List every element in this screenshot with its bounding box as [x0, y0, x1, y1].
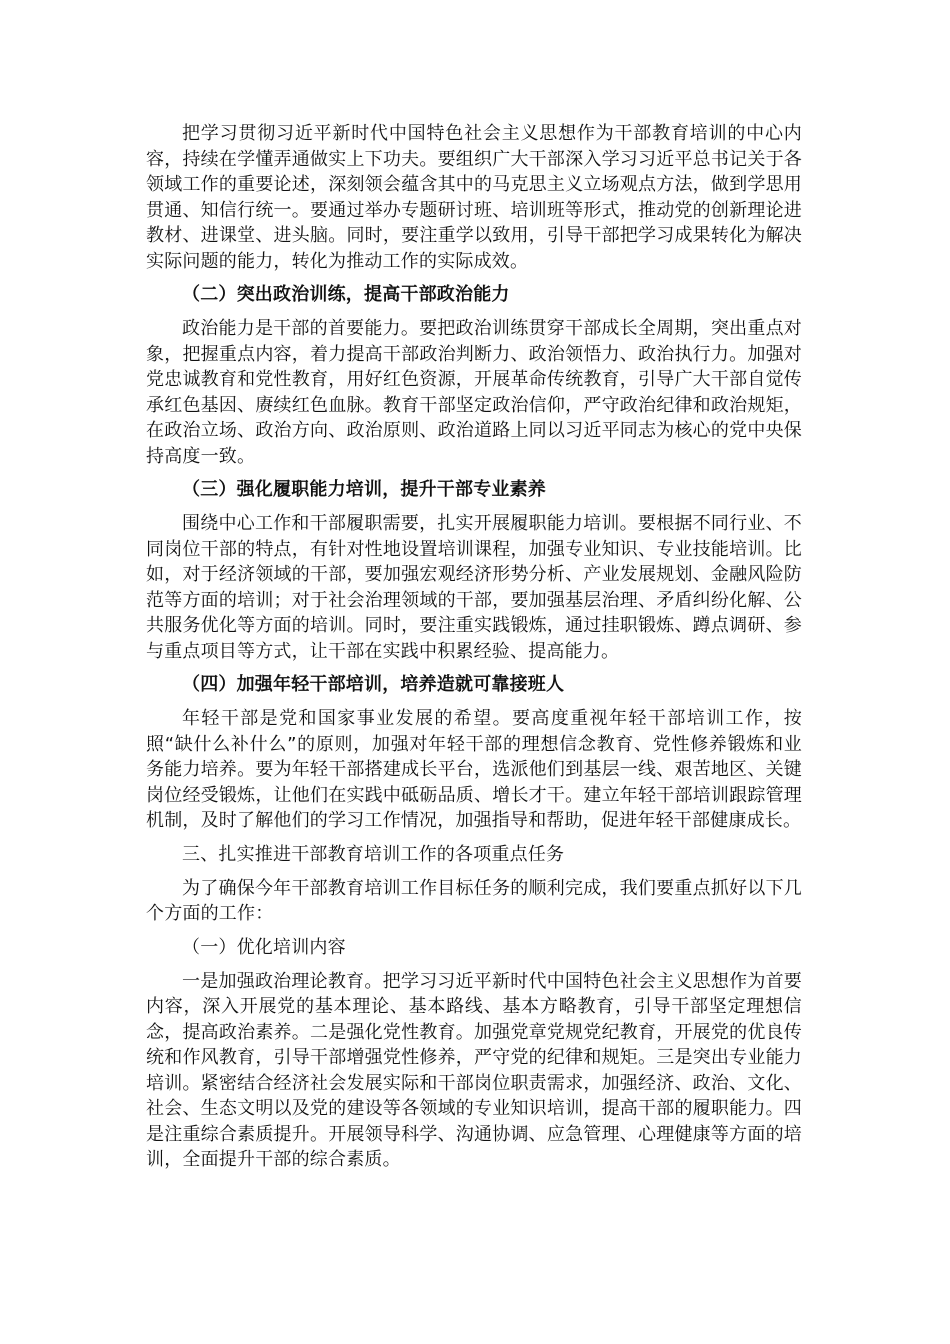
section-heading-duty-ability: （三）强化履职能力培训，提升干部专业素养 — [182, 479, 546, 500]
section-heading-optimize-content: （一）优化培训内容 — [182, 936, 346, 958]
paragraph-intro: 把学习贯彻习近平新时代中国特色社会主义思想作为干部教育培训的中心内容，持续在学懂弄通做实上下功夫。要组织广大干部深入学习习近平总书记关于各领域工作的重要论述，深刻领会蕴含其中的马克思主义立场观点方法，做到学思用贯通、知信行统一。要通过举办专题研讨班、培训班等形式，推动党的创新理论进教材、进课堂、进头脑。同时，要注重学以致用，引导干部把学习成果转化为解决实际问题的能力，转化为推动工作的实际成效。 — [146, 123, 802, 272]
section-heading-political-training: （二）突出政治训练，提高干部政治能力 — [182, 284, 510, 305]
section-heading-young-cadres: （四）加强年轻干部培训，培养造就可靠接班人 — [182, 674, 565, 695]
paragraph-optimize-content: 一是加强政治理论教育。把学习习近平新时代中国特色社会主义思想作为首要内容，深入开展党的基本理论、基本路线、基本方略教育，引导干部坚定理想信念，提高政治素养。二是强化党性教育。加强党章党规党纪教育，开展党的优良传统和作风教育，引导干部增强党性修养，严守党的纪律和规矩。三是突出专业能力培训。紧密结合经济社会发展实际和干部岗位职责需求，加强经济、政治、文化、社会、生态文明以及党的建设等各领域的专业知识培训，提高干部的履职能力。四是注重综合素质提升。开展领导科学、沟通协调、应急管理、心理健康等方面的培训，全面提升干部的综合素质。 — [146, 970, 802, 1170]
document-page — [146, 121, 802, 1180]
paragraph-political-ability: 政治能力是干部的首要能力。要把政治训练贯穿干部成长全周期，突出重点对象，把握重点内容，着力提高干部政治判断力、政治领悟力、政治执行力。加强对党忠诚教育和党性教育，用好红色资源，开展革命传统教育，引导广大干部自觉传承红色基因、赓续红色血脉。教育干部坚定政治信仰，严守政治纪律和政治规矩，在政治立场、政治方向、政治原则、政治道路上同以习近平同志为核心的党中央保持高度一致。 — [146, 318, 802, 467]
section-heading-key-tasks: 三、扎实推进干部教育培训工作的各项重点任务 — [182, 843, 565, 865]
paragraph-young-cadres: 年轻干部是党和国家事业发展的希望。要高度重视年轻干部培训工作，按照“缺什么补什么”的原则，加强对年轻干部的理想信念教育、党性修养锻炼和业务能力培养。要为年轻干部搭建成长平台，选派他们到基层一线、艰苦地区、关键岗位经受锻炼，让他们在实践中砥砺品质、增长才干。建立年轻干部培训跟踪管理机制，及时了解他们的学习工作情况，加强指导和帮助，促进年轻干部健康成长。 — [146, 708, 802, 831]
paragraph-key-tasks-intro: 为了确保今年干部教育培训工作目标任务的顺利完成，我们要重点抓好以下几个方面的工作： — [146, 877, 802, 924]
paragraph-duty-training: 围绕中心工作和干部履职需要，扎实开展履职能力培训。要根据不同行业、不同岗位干部的特点，有针对性地设置培训课程，加强专业知识、专业技能培训。比如，对于经济领域的干部，要加强宏观经济形势分析、产业发展规划、金融风险防范等方面的培训；对于社会治理领域的干部，要加强基层治理、矛盾纠纷化解、公共服务优化等方面的培训。同时，要注重实践锻炼，通过挂职锻炼、蹲点调研、参与重点项目等方式，让干部在实践中积累经验、提高能力。 — [146, 513, 802, 662]
